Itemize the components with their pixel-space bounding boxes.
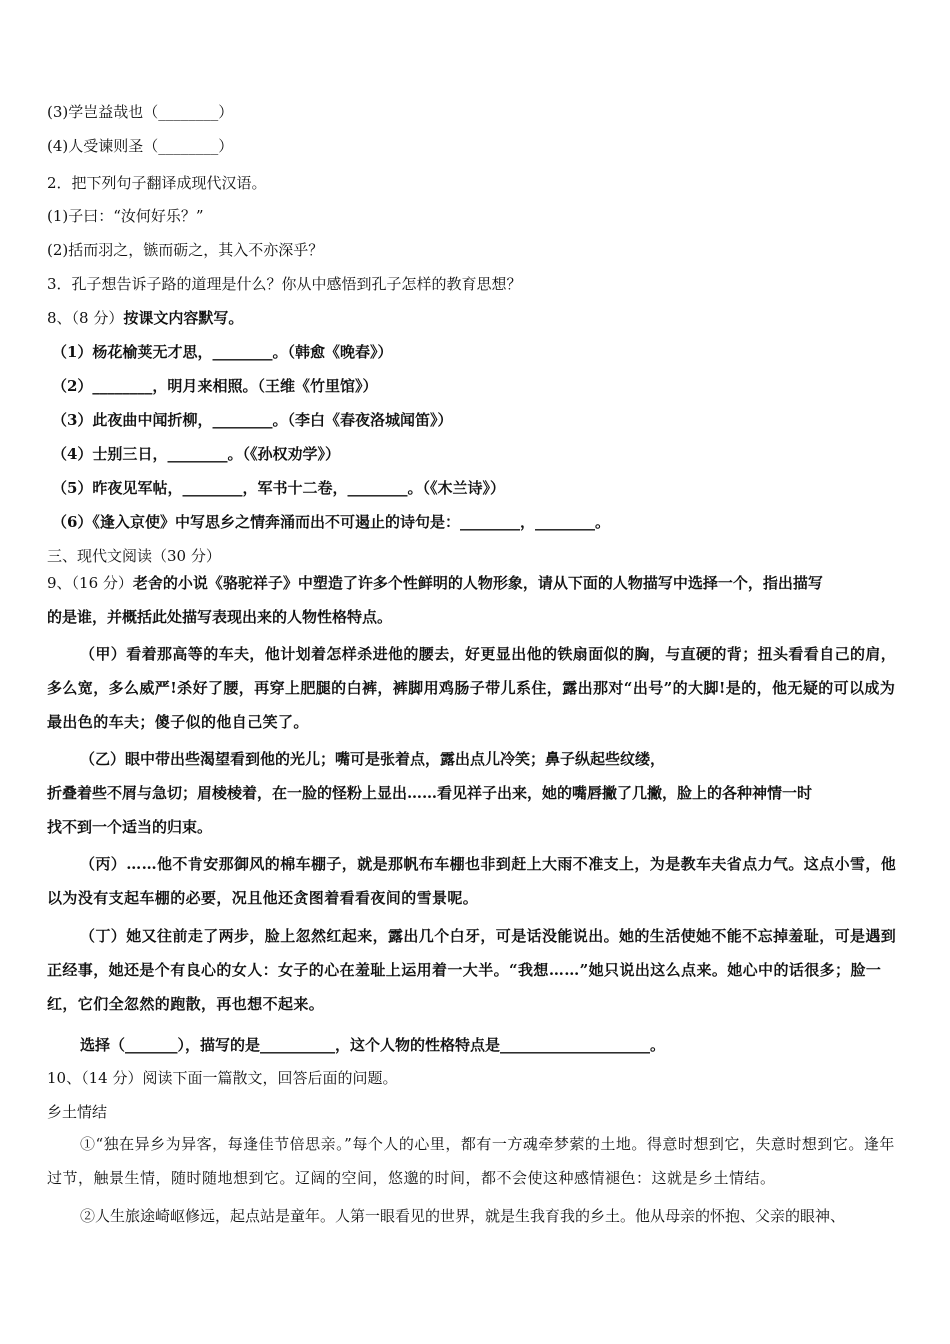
q9-number: 9、（16 分） — [47, 574, 133, 592]
q9-intro-line-2: 的是谁，并概括此处描写表现出来的人物性格特点。 — [47, 608, 393, 626]
passage-yi-line-2: 折叠着些不屑与急切；眉棱棱着，在一脸的怪粉上显出……看见祥子出来，她的嘴唇撇了几撇，脸上的各种神情一时 — [47, 784, 813, 802]
passage-yi-line-3: 找不到一个适当的归束。 — [47, 818, 213, 836]
q9-intro-text: 老舍的小说《骆驼祥子》中塑造了许多个性鲜明的人物形象，请从下面的人物描写中选择一个，指出描写 — [132, 574, 823, 592]
q7-2-sentence-2: (2)括而羽之，镞而砺之，其入不亦深乎？ — [47, 241, 324, 259]
q7-part-4: (4)人受谏则圣（________） — [47, 137, 234, 155]
q8-item-2: （2）________，明月来相照。（王维《竹里馆》） — [52, 377, 378, 395]
q9-intro-line-1 — [47, 573, 823, 593]
passage-ding: （丁）她又往前走了两步，脸上忽然红起来，露出几个白牙，可是话没能说出。她的生活使她不能不忘掉羞耻，可是遇到正经事，她还是个有良心的女人：女子的心在羞耻上运用着一大半。“我想……”她只说出这么点来。她心中的话很多；脸一红，它们全忽然的跑散，再也想不起来。 — [47, 927, 897, 1013]
q8-heading — [47, 308, 243, 328]
q8-number: 8、（8 分） — [47, 309, 124, 327]
essay-paragraph-2: ②人生旅途崎岖修远，起点站是童年。人第一眼看见的世界，就是生我育我的乡土。他从母亲的怀抱、父亲的眼神、 — [80, 1207, 846, 1225]
q8-item-1: （1）杨花榆荚无才思，________。（韩愈《晚春》） — [52, 343, 393, 361]
essay-paragraph-1: ①“独在异乡为异客，每逢佳节倍思亲。”每个人的心里，都有一方魂牵梦萦的土地。得意时想到它，失意时想到它。逢年过节，触景生情，随时随地想到它。辽阔的空间，悠邈的时间，都不会使这种感情褪色：这就是乡土情结。 — [47, 1135, 895, 1187]
essay-title: 乡土情结 — [47, 1103, 108, 1121]
section-3-heading: 三、现代文阅读（30 分） — [47, 547, 221, 565]
passage-jia: （甲）看着那高等的车夫，他计划着怎样杀进他的腰去，好更显出他的铁扇面似的胸，与直硬的背；扭头看看自己的肩，多么宽，多么威严!杀好了腰，再穿上肥腿的白裤，裤脚用鸡肠子带儿系住，露出那对“出号”的大脚!是的，他无疑的可以成为最出色的车夫；傻子似的他自己笑了。 — [47, 645, 897, 731]
q7-2-title: 2．把下列句子翻译成现代汉语。 — [47, 174, 267, 192]
q8-item-6: （6）《逢入京使》中写思乡之情奔涌而出不可遏止的诗句是：________，________。 — [52, 513, 610, 531]
passage-yi-line-1: （乙）眼中带出些渴望看到他的光儿；嘴可是张着点，露出点儿冷笑；鼻子纵起些纹缕， — [80, 750, 666, 768]
q8-item-4: （4）士别三日，________。（《孙权劝学》） — [52, 445, 340, 463]
q7-part-3: (3)学岂益哉也（________） — [47, 103, 234, 121]
q7-2-sentence-1: (1)子曰：“汝何好乐？” — [47, 207, 204, 225]
q10-title: 阅读下面一篇散文，回答后面的问题。 — [142, 1069, 398, 1087]
q8-title: 按课文内容默写。 — [123, 309, 244, 327]
q10-number: 10、（14 分） — [47, 1069, 143, 1087]
q7-3-question: 3．孔子想告诉子路的道理是什么？你从中感悟到孔子怎样的教育思想？ — [47, 275, 522, 293]
q10-heading — [47, 1068, 397, 1088]
q8-item-5: （5）昨夜见军帖，________，军书十二卷，________。（《木兰诗》） — [52, 479, 505, 497]
q9-answer-line: 选择（_______），描写的是__________，这个人物的性格特点是____________________。 — [80, 1036, 666, 1054]
q8-item-3: （3）此夜曲中闻折柳，________。（李白《春夜洛城闻笛》） — [52, 411, 453, 429]
passage-bing: （丙）……他不肯安那御风的棉车棚子，就是那帆布车棚也非到赶上大雨不准支上，为是教车夫省点力气。这点小雪，他以为没有支起车棚的必要，况且他还贪图着看看夜间的雪景呢。 — [47, 855, 897, 907]
